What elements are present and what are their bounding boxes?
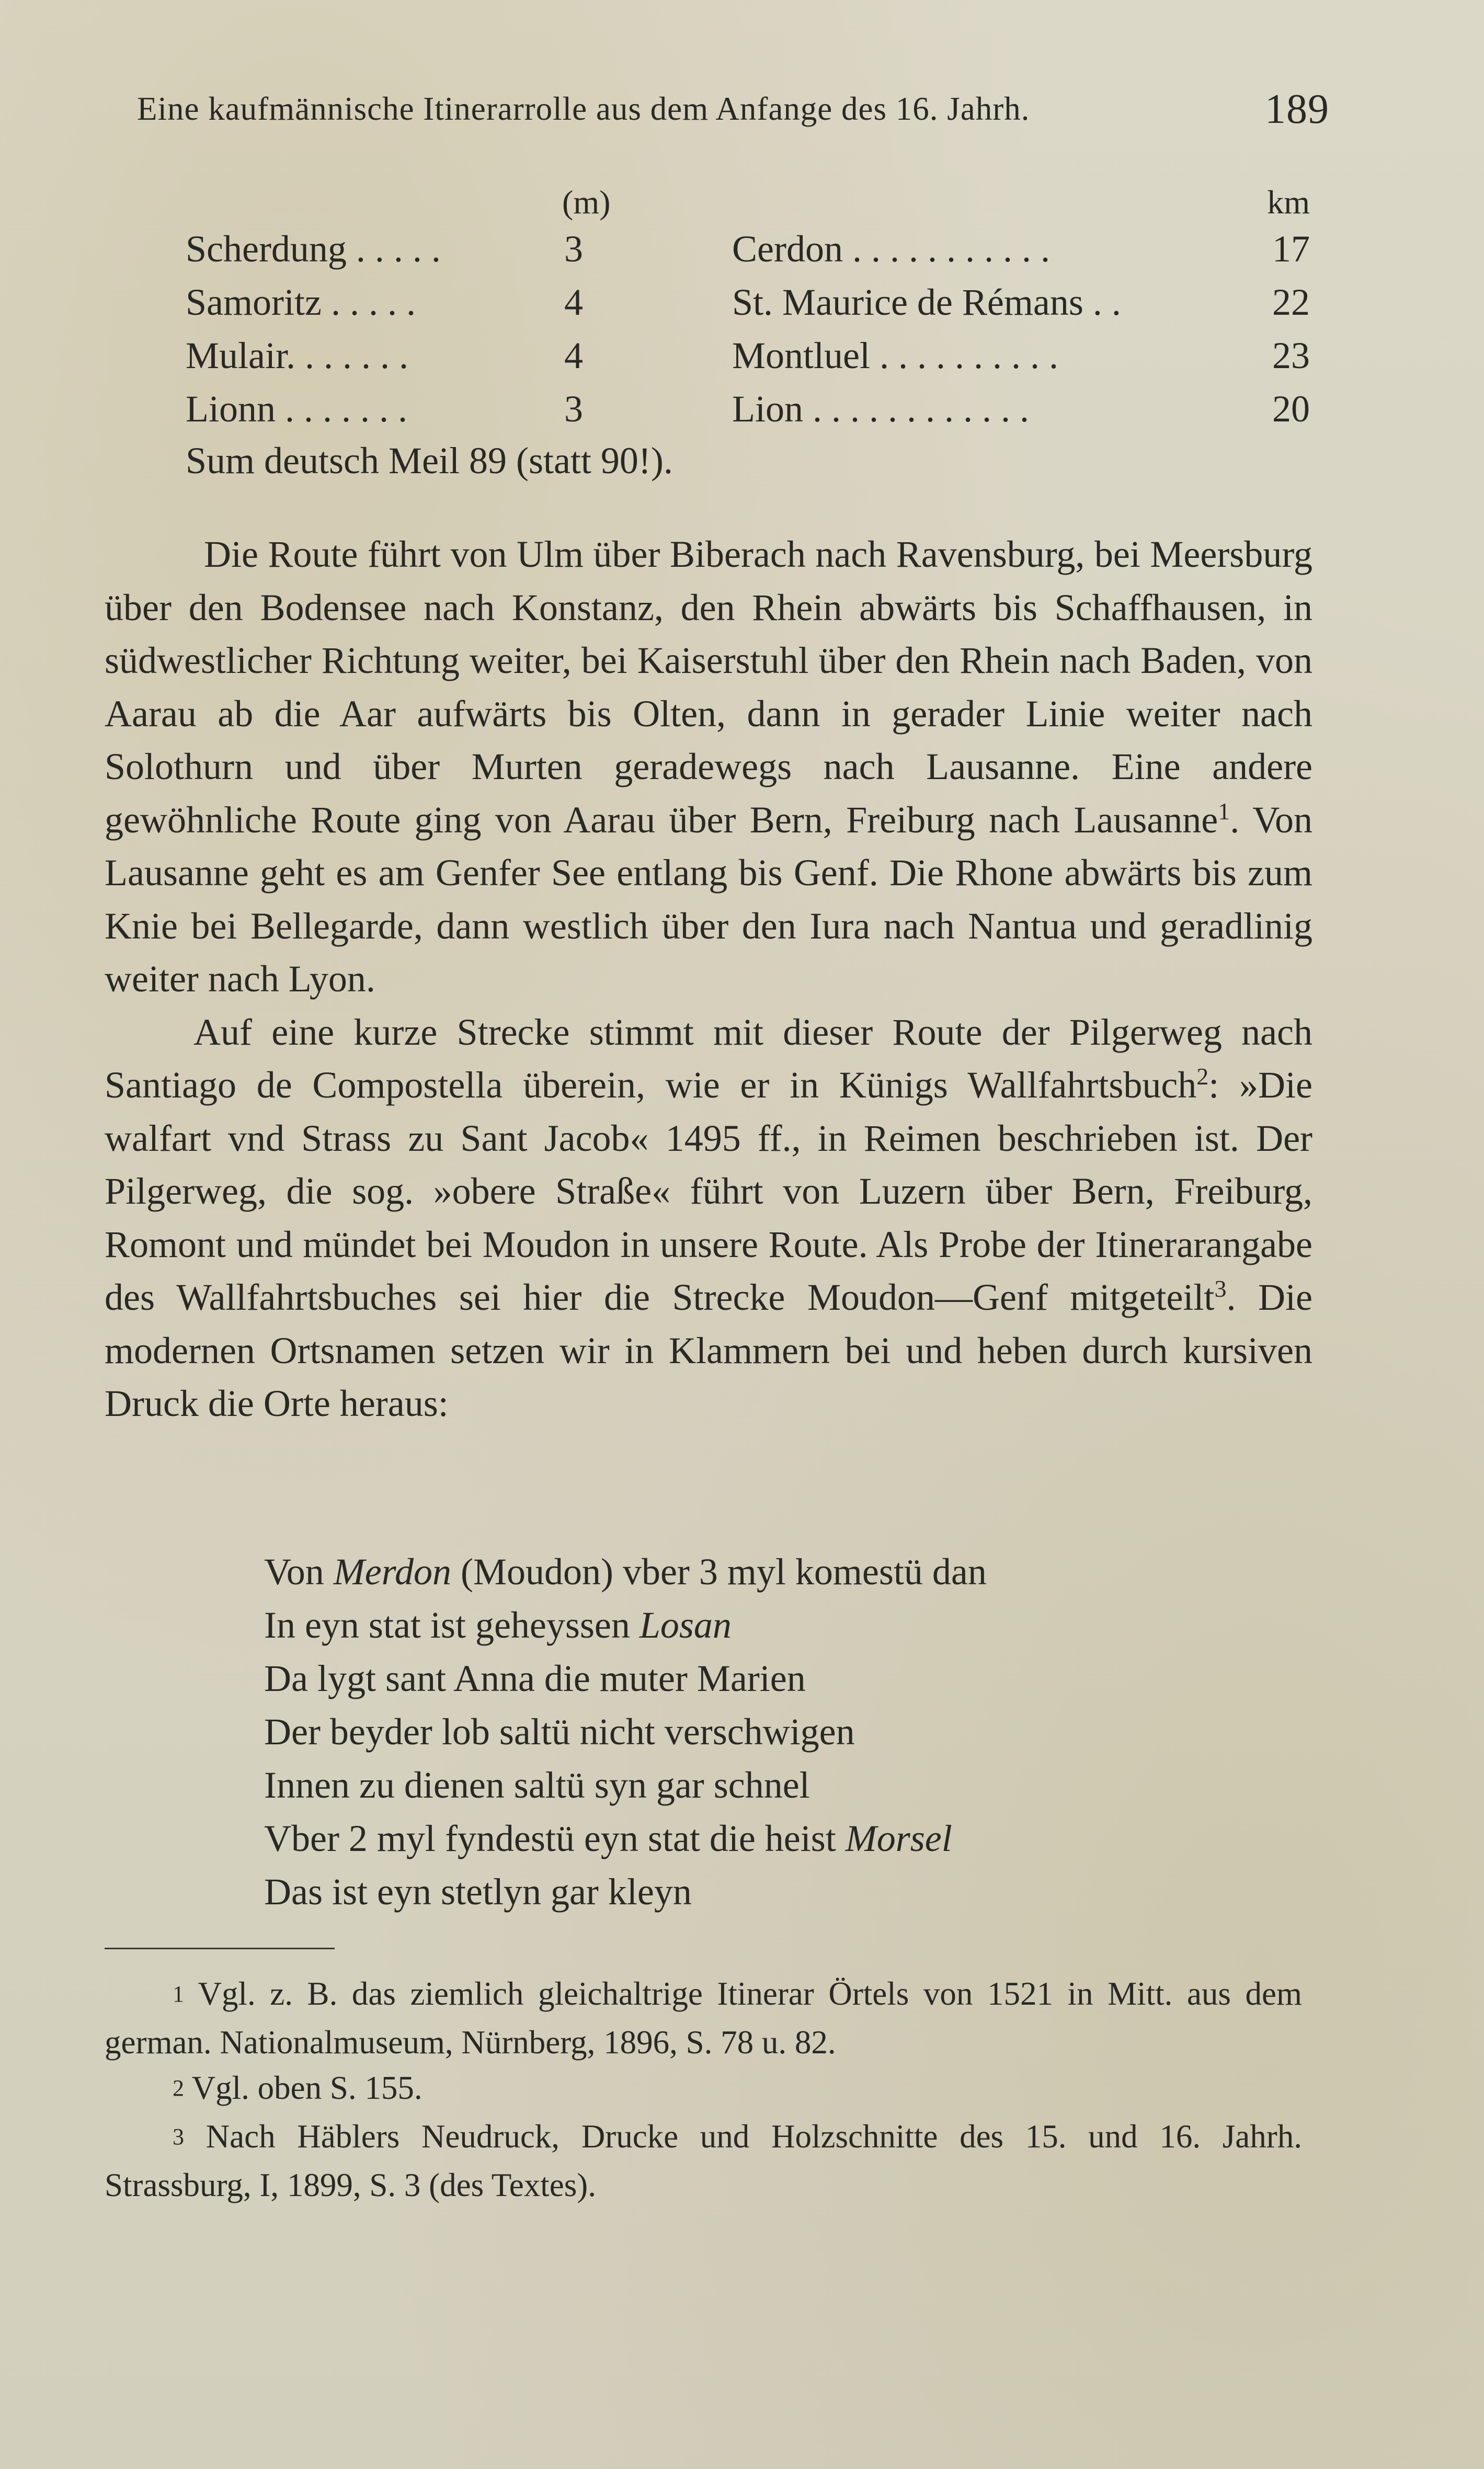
footnote: $^3$ Nach Häblers Neudruck, Drucke und Holzschnitte des 15. und 16. Jahrh. Strassburg, I, 1899, S. 3 (des Textes). xyxy=(105,2118,1302,2203)
left-place: Samoritz . . . . . xyxy=(186,281,416,323)
itinerary-row xyxy=(186,227,1310,280)
verse-line: Innen zu dienen saltü syn gar schnel xyxy=(264,1764,810,1806)
place-name: Losan xyxy=(639,1604,732,1646)
verse-line: Der beyder lob saltü nicht verschwigen xyxy=(264,1711,855,1753)
place-name: Merdon xyxy=(333,1551,451,1593)
verse-line: Vber 2 myl fyndestü eyn stat die heist Morsel xyxy=(264,1818,952,1859)
left-place: Lionn . . . . . . . xyxy=(186,388,407,430)
footnote-ref: 2 xyxy=(1196,1063,1209,1090)
footnote-divider xyxy=(105,1948,335,1949)
right-place: Lion . . . . . . . . . . . . xyxy=(732,388,1029,430)
footnote-mark: 2 xyxy=(173,2075,184,2101)
footnotes xyxy=(105,1971,1302,2208)
left-distance: 4 xyxy=(564,281,583,323)
right-distance: 23 xyxy=(1272,335,1310,376)
running-title: Eine kaufmännische Itinerarrolle aus dem Anfange des 16. Jahrh. xyxy=(137,90,1030,127)
left-distance: 4 xyxy=(564,335,583,376)
verse-line: Von Merdon (Moudon) vber 3 myl komestü dan xyxy=(264,1551,987,1593)
right-place: Montluel . . . . . . . . . . xyxy=(732,335,1058,376)
running-header xyxy=(137,86,1329,132)
footnote-mark: 3 xyxy=(173,2124,184,2150)
itinerary-row xyxy=(186,334,1310,386)
page-number: 189 xyxy=(1265,86,1329,132)
itinerary-row xyxy=(186,281,1310,333)
main-text xyxy=(105,528,1312,1431)
verse-line: Das ist eyn stetlyn gar kleyn xyxy=(264,1871,692,1913)
left-distance: 3 xyxy=(564,388,583,430)
paragraph-route: Die Route führt von Ulm über Biberach nach Ravensburg, bei Meersburg über den Bodensee nach Konstanz, den Rhein abwärts bis Schaffhausen, in südwestlicher Richtung weiter, bei Kaiserstuhl über den Rhein nach Baden, von Aarau ab die Aar aufwärts bis Olten, dann in gerader Linie weiter nach Solothurn und über Murten geradewegs nach Lausanne. Eine andere gewöhnliche Route ging von Aarau über Bern, Freiburg nach Lausanne$^1$. Von Lausanne geht es am Genfer See entlang bis Genf. Die Rhone abwärts bis zum Knie bei Bellegarde, dann westlich über den Iura nach Nantua und geradlinig weiter nach Lyon. xyxy=(105,533,1312,1000)
left-place: Mulair. . . . . . . xyxy=(186,335,408,376)
itinerary-row xyxy=(186,387,1310,440)
right-place: St. Maurice de Rémans . . xyxy=(732,281,1121,323)
left-distance: 3 xyxy=(564,228,583,270)
verse-line: In eyn stat ist geheyssen Losan xyxy=(264,1604,732,1646)
right-distance: 17 xyxy=(1272,228,1310,270)
place-name: Morsel xyxy=(845,1818,952,1859)
right-place: Cerdon . . . . . . . . . . . xyxy=(732,228,1050,270)
left-place: Scherdung . . . . . xyxy=(186,228,441,270)
paragraph-pilgrim-way: Auf eine kurze Strecke stimmt mit dieser Route der Pilgerweg nach Santiago de Compostella überein, wie er in Künigs Wallfahrtsbuch$^2$: »Die walfart vnd Strass zu Sant Jacob« 1495 ff., in Reimen beschrieben ist. Der Pilgerweg, die sog. »obere Straße« führt von Luzern über Bern, Freiburg, Romont und mündet bei Moudon in unsere Route. Als Probe der Itinerarangabe des Wallfahrtsbuches sei hier die Strecke Moudon—Genf mitgeteilt$^3$. Die modernen Ortsnamen setzen wir in Klammern bei und heben durch kursiven Druck die Orte heraus: xyxy=(105,1011,1312,1424)
sum-line: Sum deutsch Meil 89 (statt 90!). xyxy=(186,440,673,482)
footnote-ref: 3 xyxy=(1214,1275,1227,1302)
right-distance: 20 xyxy=(1272,388,1310,430)
verse-line: Da lygt sant Anna die muter Marien xyxy=(264,1658,806,1699)
footnote: $^1$ Vgl. z. B. das ziemlich gleichaltrige Itinerar Örtels von 1521 in Mitt. aus dem german. Nationalmuseum, Nürnberg, 1896, S. 78 u. 82. xyxy=(105,1975,1302,2061)
verse-quotation xyxy=(264,1545,1258,1918)
footnote-ref: 1 xyxy=(1218,797,1230,825)
footnote: $^2$ Vgl. oben S. 155. xyxy=(173,2070,423,2106)
right-distance: 22 xyxy=(1272,281,1310,323)
unit-km-label: km xyxy=(1267,184,1310,221)
unit-miles-label: (m) xyxy=(562,184,611,221)
footnote-mark: 1 xyxy=(173,1981,184,2007)
